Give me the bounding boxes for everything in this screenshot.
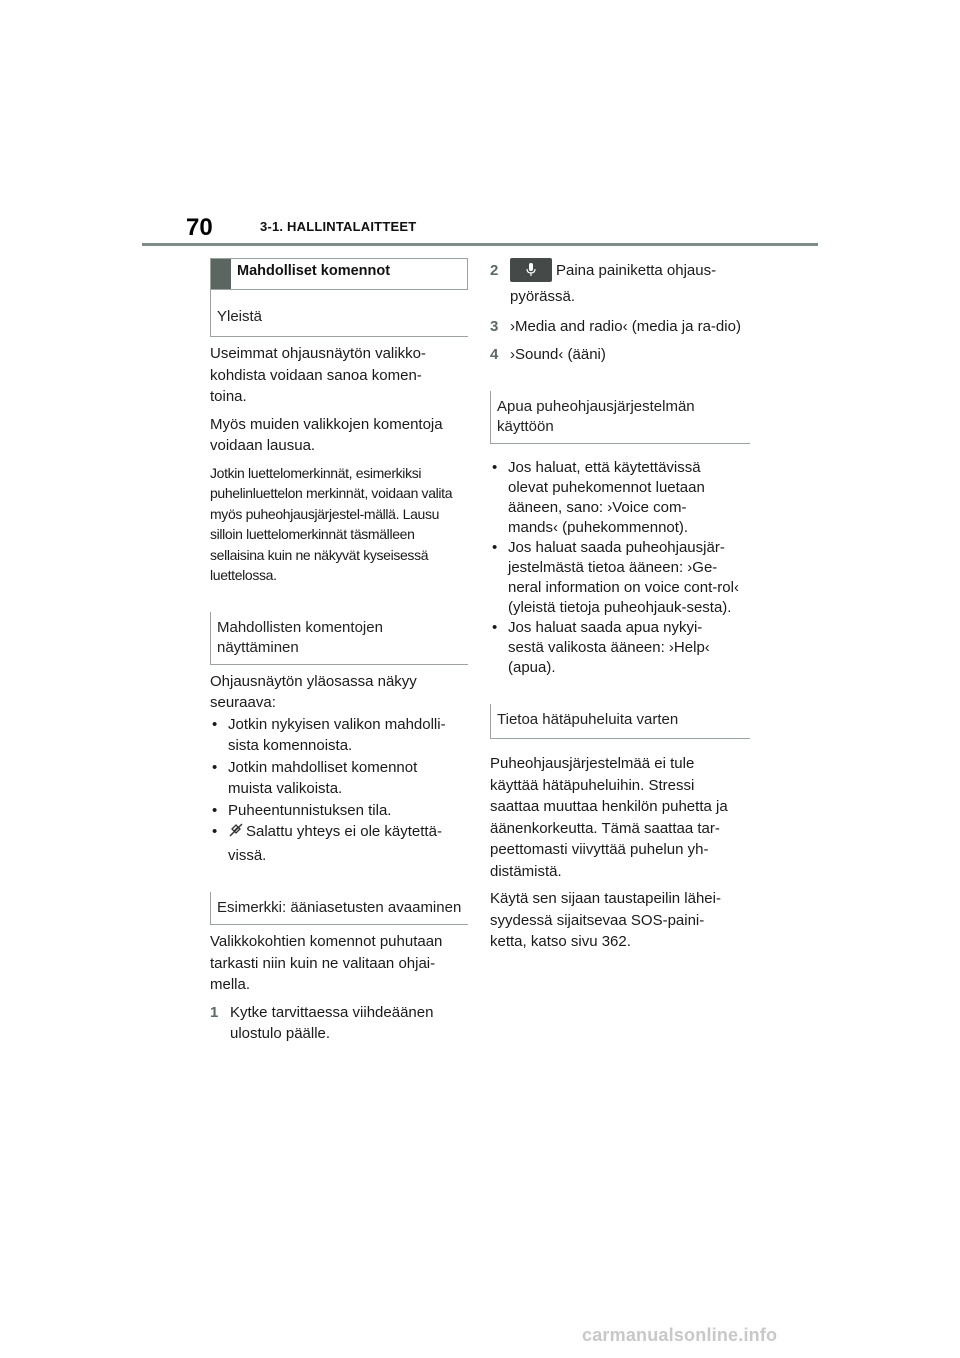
list-item: • Jos haluat, että käytettävissä olevat puhekomennot luetaan ääneen, sano: ›Voice com-mands‹ (puhekommennot). — [490, 458, 728, 538]
paragraph: Jotkin luettelomerkinnät, esimerkiksi puhelinluettelon merkinnät, voidaan valita myös puheohjausjärjestel-mällä. Lausu silloin luettelomerkinnät täsmälleen sellaisina kuin ne näkyvät kyseisessä luettelossa. — [210, 464, 453, 583]
subheading-emergency: Tietoa hätäpuheluita varten — [490, 704, 750, 739]
paragraph: Ohjausnäytön yläosassa näkyy seuraava: — [210, 672, 417, 711]
step-1 — [210, 1002, 468, 1045]
step-number: 2 — [490, 262, 499, 279]
microphone-icon — [510, 258, 552, 282]
step-text: Paina painiketta ohjaus-pyörässä. — [510, 262, 717, 306]
subheading-example: Esimerkki: ääniasetusten avaaminen — [210, 892, 468, 925]
list-item: • Jos haluat saada puheohjausjär-jestelmästä tietoa ääneen: ›Ge-neral information on voice cont-rol‹ (yleistä tietoja puheohjauk-sesta). — [490, 538, 748, 618]
paragraph: Myös muiden valikkojen komentoja voidaan lausua. — [210, 415, 443, 454]
step-4 — [490, 344, 750, 366]
list-item: • Puheentunnistuksen tila. — [210, 800, 468, 822]
list-item — [210, 821, 458, 866]
paragraph: Puheohjausjärjestelmää ei tule käyttää hätäpuheluihin. Stressi saattaa muuttaa henkilön puhetta ja äänenkorkeutta. Tämä saattaa tar-peettomasti viivyttää puhelun yh-distämistä. — [490, 755, 728, 880]
step-text: ›Sound‹ (ääni) — [510, 345, 606, 363]
step-text: Kytke tarvittaessa viihdeäänen ulostulo päälle. — [230, 1003, 434, 1042]
paragraph: Käytä sen sijaan taustapeilin lähei-syydessä sijaitsevaa SOS-paini-ketta, katso sivu 362. — [490, 890, 721, 951]
main-heading-text: Mahdolliset komennot — [237, 263, 391, 279]
page-number: 70 — [186, 214, 213, 241]
section-heading-main — [210, 258, 468, 290]
no-encryption-icon — [228, 822, 244, 845]
list-item: • Jos haluat saada apua nykyi-sestä valikosta ääneen: ›Help‹ (apua). — [490, 618, 728, 678]
step-text: ›Media and radio‹ (media ja ra-dio) — [510, 318, 741, 336]
watermark: carmanualsonline.info — [582, 1325, 778, 1345]
step-number: 1 — [210, 1003, 219, 1021]
list-item: • Jotkin mahdolliset komennot muista valikoista. — [210, 757, 438, 800]
right-column — [490, 258, 750, 953]
command-list — [210, 714, 468, 867]
step-3 — [490, 316, 750, 338]
help-list — [490, 458, 750, 678]
chapter-title: 3-1. HALLINTALAITTEET — [260, 219, 417, 234]
list-item: • Jotkin nykyisen valikon mahdolli-sista komennoista. — [210, 714, 458, 757]
step-number: 3 — [490, 318, 499, 336]
subheading-help: Apua puheohjausjärjestelmän käyttöön — [490, 391, 750, 444]
step-body — [510, 258, 750, 310]
left-column — [210, 258, 468, 1045]
heading-bar — [211, 259, 231, 289]
header-rule — [142, 243, 818, 246]
subheading-general: Yleistä — [210, 290, 468, 337]
step-number: 4 — [490, 345, 499, 363]
paragraph: Valikkokohtien komennot puhutaan tarkasti niin kuin ne valitaan ohjai-mella. — [210, 933, 443, 993]
paragraph: Useimmat ohjausnäytön valikko-kohdista voidaan sanoa komen-toina. — [210, 345, 426, 405]
subheading-show-commands: Mahdollisten komentojen näyttäminen — [210, 612, 468, 665]
step-2 — [490, 258, 750, 310]
list-item-text: Salattu yhteys ei ole käytettä-vissä. — [228, 823, 442, 864]
